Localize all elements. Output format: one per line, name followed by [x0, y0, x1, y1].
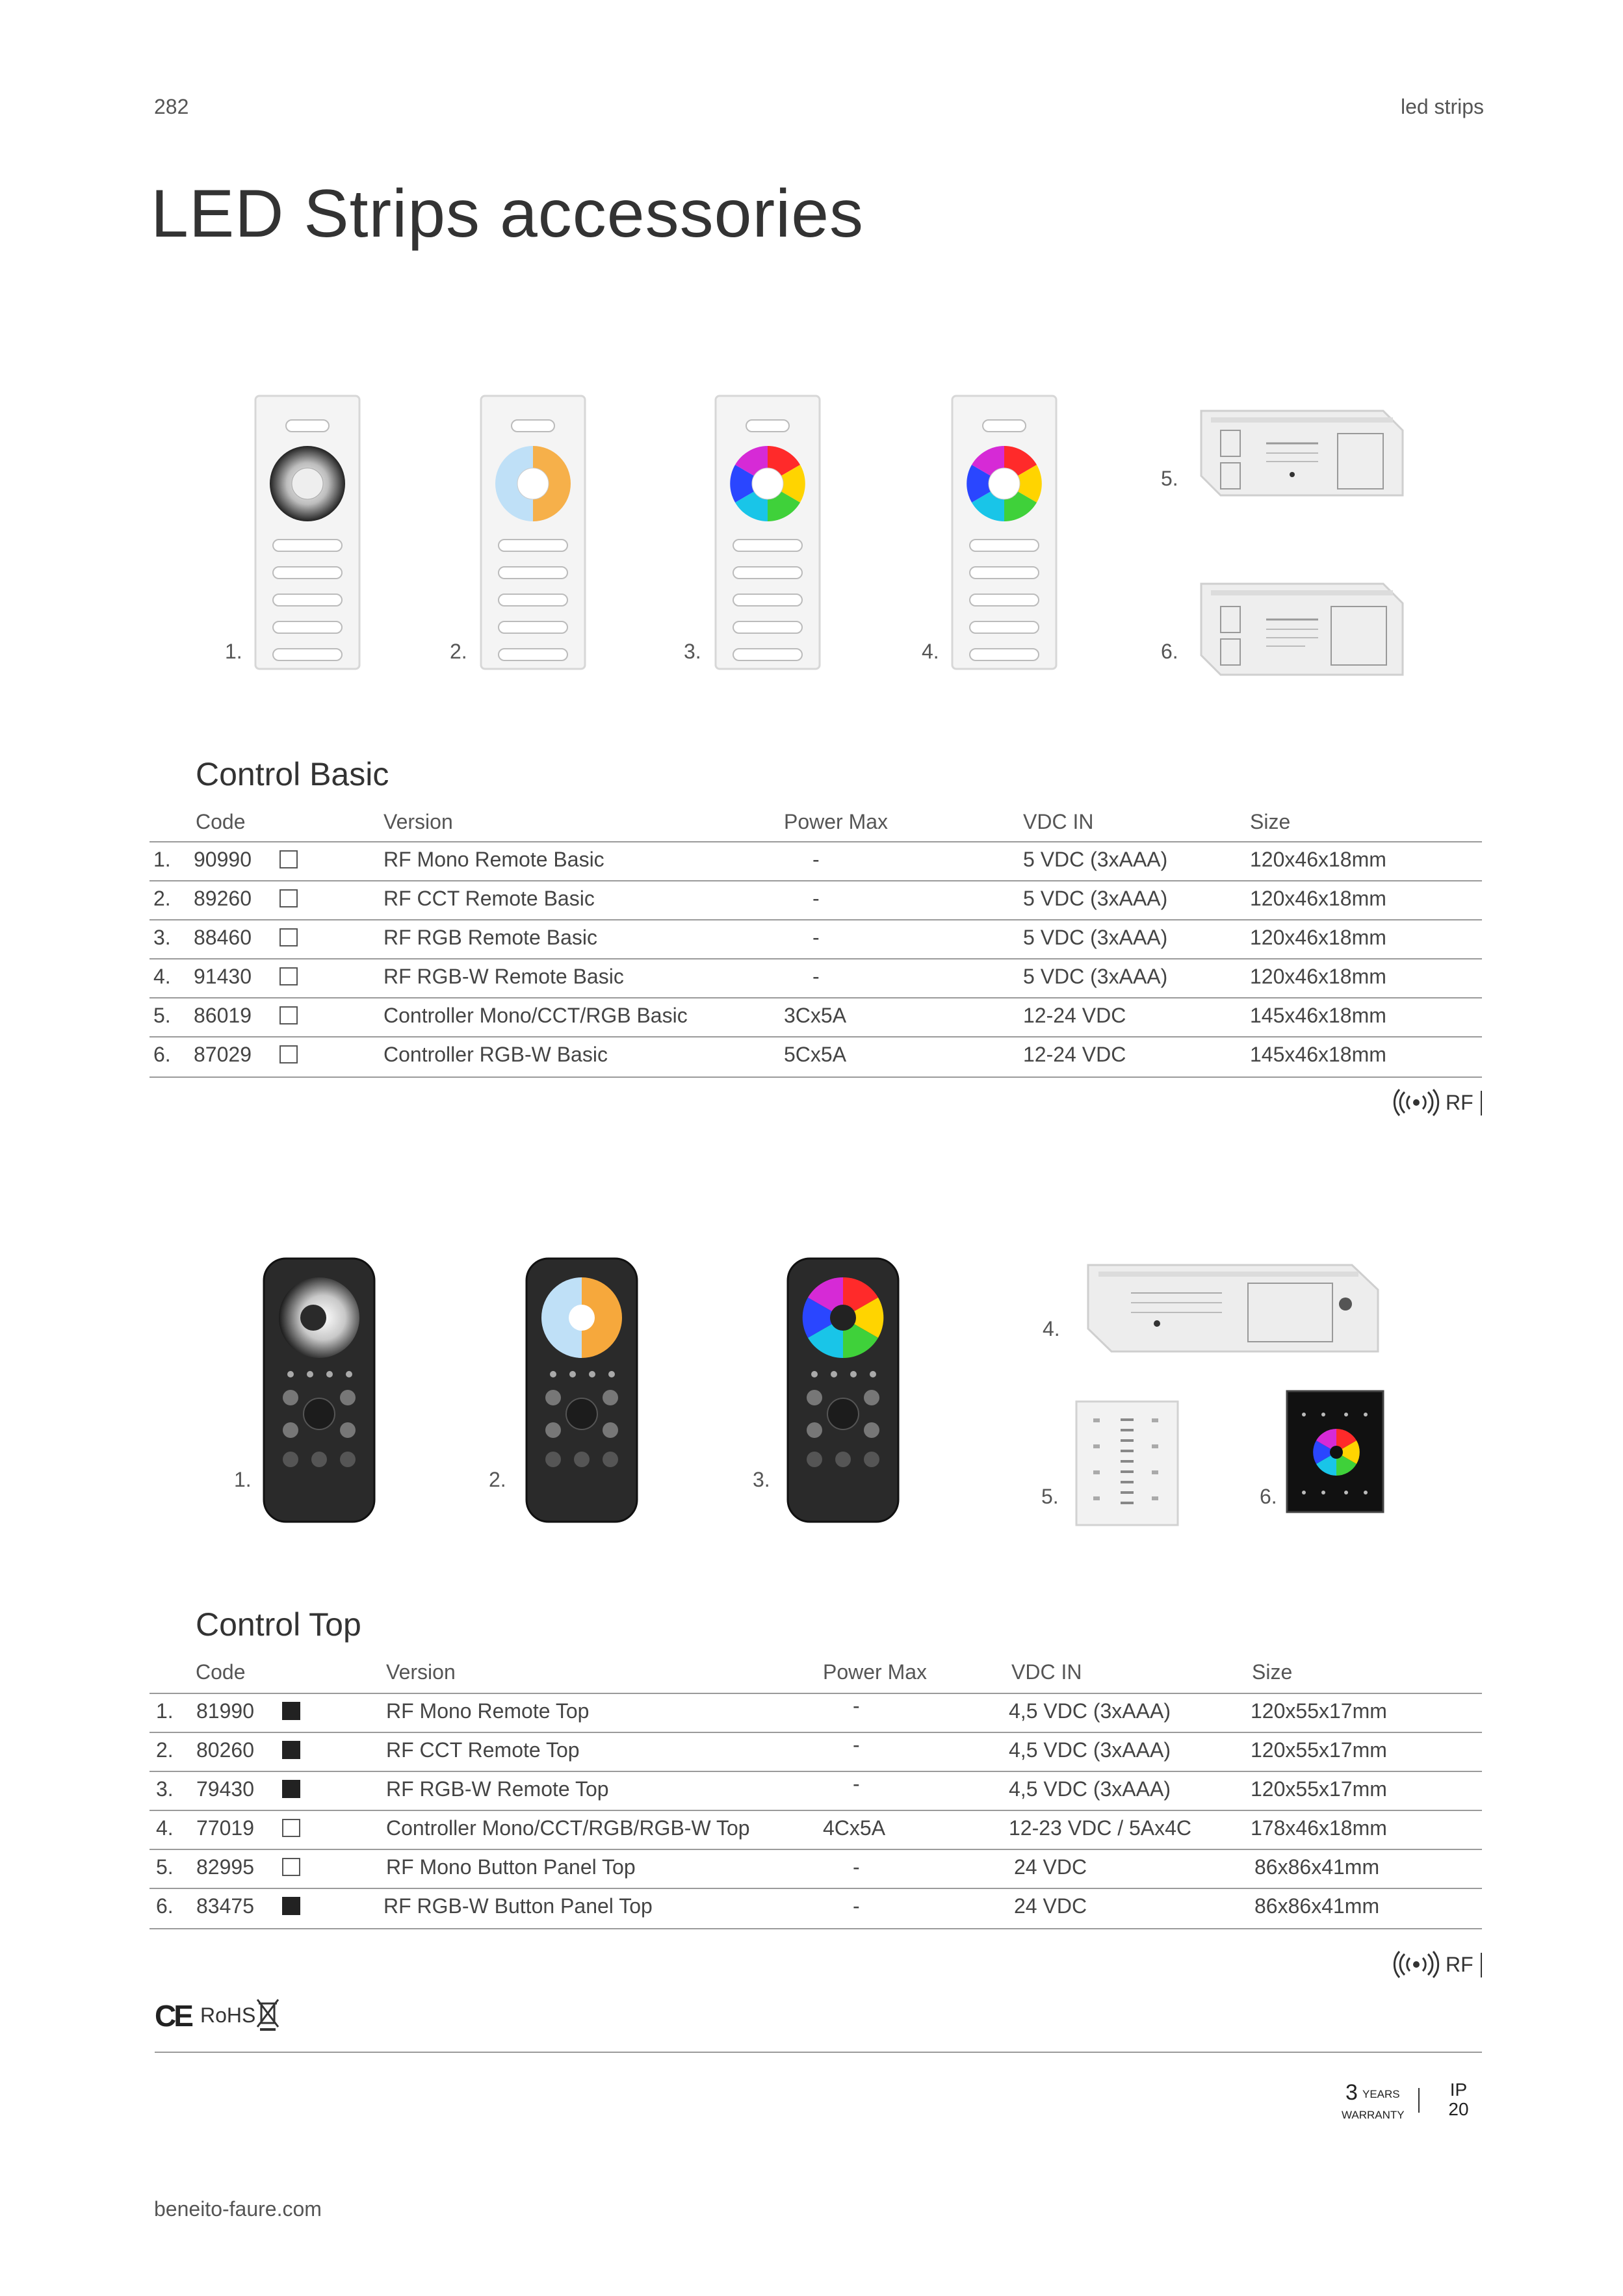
product-version: RF RGB-W Remote Basic — [383, 965, 624, 988]
vdc-in: 5 VDC (3xAAA) — [1023, 848, 1168, 871]
vdc-in: 12-24 VDC — [1023, 1043, 1126, 1066]
product-version: Controller Mono/CCT/RGB Basic — [383, 1004, 688, 1027]
product-code: 82995 — [196, 1855, 254, 1879]
product-code: 80260 — [196, 1738, 254, 1762]
product-version: Controller Mono/CCT/RGB/RGB-W Top — [386, 1816, 750, 1840]
product-code: 87029 — [194, 1043, 252, 1066]
warranty-label: WARRANTY — [1342, 2109, 1405, 2121]
rf-rgbw-remote-top-image — [785, 1256, 902, 1529]
gallery-top-label: 4. — [1043, 1317, 1060, 1340]
table-row — [149, 1771, 1482, 1811]
row-number: 3. — [156, 1777, 174, 1801]
product-size: 145x46x18mm — [1250, 1004, 1386, 1027]
rf-rgbw-button-panel-top-image — [1284, 1389, 1386, 1516]
product-size: 145x46x18mm — [1250, 1043, 1386, 1066]
power-max: - — [853, 1772, 860, 1795]
gallery-top-label: 2. — [489, 1468, 506, 1491]
color-swatch-white — [279, 889, 298, 907]
table-row — [149, 880, 1482, 920]
color-swatch-black — [282, 1702, 300, 1720]
column-header: Code — [196, 810, 246, 833]
rf-wave-icon — [1391, 1088, 1442, 1117]
vdc-in: 12-23 VDC / 5Ax4C — [1009, 1816, 1192, 1840]
divider — [1418, 2088, 1420, 2113]
rf-label: RF — [1446, 1091, 1474, 1114]
product-code: 88460 — [194, 926, 252, 949]
row-number: 5. — [153, 1004, 171, 1027]
product-code: 91430 — [194, 965, 252, 988]
vdc-in: 5 VDC (3xAAA) — [1023, 926, 1168, 949]
power-max: 5Cx5A — [784, 1043, 847, 1066]
product-size: 120x46x18mm — [1250, 887, 1386, 910]
color-swatch-white — [279, 1006, 298, 1024]
website-link[interactable]: beneito-faure.com — [154, 2197, 322, 2221]
product-version: RF Mono Remote Basic — [383, 848, 604, 871]
weee-bin-icon — [255, 1998, 281, 2032]
color-swatch-black — [282, 1780, 300, 1798]
footer-divider — [155, 2052, 1482, 2053]
column-header: VDC IN — [1023, 810, 1094, 833]
vdc-in: 5 VDC (3xAAA) — [1023, 965, 1168, 988]
controller-mono-cct-rgb-rgbw-top-image — [1079, 1257, 1384, 1361]
color-swatch-white — [279, 850, 298, 868]
warranty-years: 3 — [1345, 2080, 1358, 2105]
rf-mono-remote-top-image — [261, 1256, 378, 1529]
product-size: 120x55x17mm — [1251, 1777, 1387, 1801]
section-label: led strips — [1400, 95, 1484, 118]
power-max: - — [812, 926, 820, 949]
product-version: RF RGB-W Remote Top — [386, 1777, 609, 1801]
ip-label: IP — [1449, 2080, 1468, 2100]
control-top-title: Control Top — [196, 1606, 361, 1643]
gallery-top-label: 6. — [1260, 1485, 1277, 1508]
ip-rating — [1439, 2080, 1478, 2126]
warranty-years-label: YEARS — [1362, 2088, 1400, 2100]
vdc-in: 5 VDC (3xAAA) — [1023, 887, 1168, 910]
vdc-in: 24 VDC — [1014, 1894, 1087, 1918]
table-row — [149, 1732, 1482, 1772]
gallery-basic-label: 5. — [1161, 467, 1178, 490]
rf-label: RF — [1446, 1953, 1474, 1976]
controller-rgbw-basic-image — [1195, 577, 1409, 688]
gallery-basic-label: 4. — [922, 640, 939, 663]
ip-value: 20 — [1448, 2099, 1469, 2119]
vdc-in: 4,5 VDC (3xAAA) — [1009, 1738, 1171, 1762]
product-size: 86x86x41mm — [1254, 1894, 1380, 1918]
rf-wave-icon — [1391, 1950, 1442, 1979]
product-version: RF RGB-W Button Panel Top — [383, 1894, 653, 1918]
row-number: 1. — [153, 848, 171, 871]
color-swatch-white — [279, 928, 298, 946]
product-version: RF Mono Button Panel Top — [386, 1855, 636, 1879]
gallery-basic-label: 2. — [450, 640, 467, 663]
divider — [1481, 1091, 1482, 1115]
color-swatch-black — [282, 1741, 300, 1759]
product-size: 178x46x18mm — [1251, 1816, 1387, 1840]
table-row — [149, 997, 1482, 1037]
warranty-badge — [1339, 2080, 1417, 2126]
power-max: - — [812, 887, 820, 910]
row-number: 6. — [153, 1043, 171, 1066]
table-row — [149, 1849, 1482, 1889]
color-swatch-white — [282, 1819, 300, 1837]
page-number: 282 — [154, 95, 189, 118]
product-size: 86x86x41mm — [1254, 1855, 1380, 1879]
table-row — [149, 1693, 1482, 1733]
power-max: - — [853, 1894, 860, 1918]
color-swatch-white — [279, 967, 298, 985]
row-number: 3. — [153, 926, 171, 949]
product-code: 89260 — [194, 887, 252, 910]
rohs-mark: RoHS — [200, 2003, 256, 2027]
row-number: 1. — [156, 1699, 174, 1723]
row-number: 2. — [156, 1738, 174, 1762]
table-row — [149, 1036, 1482, 1078]
rf-mono-remote-basic-image — [253, 394, 364, 699]
product-code: 77019 — [196, 1816, 254, 1840]
column-header: Size — [1252, 1660, 1293, 1684]
rf-rgb-remote-basic-image — [714, 394, 824, 699]
column-header: Version — [386, 1660, 456, 1684]
product-version: RF RGB Remote Basic — [383, 926, 597, 949]
rf-rgbw-remote-basic-image — [950, 394, 1061, 699]
row-number: 6. — [156, 1894, 174, 1918]
table-row — [149, 919, 1482, 959]
row-number: 5. — [156, 1855, 174, 1879]
vdc-in: 12-24 VDC — [1023, 1004, 1126, 1027]
power-max: - — [812, 965, 820, 988]
gallery-top-label: 3. — [753, 1468, 770, 1491]
power-max: - — [853, 1694, 860, 1717]
rf-cct-remote-basic-image — [479, 394, 590, 699]
table-row — [149, 841, 1482, 881]
color-swatch-white — [279, 1045, 298, 1063]
column-header: Code — [196, 1660, 246, 1684]
product-version: RF CCT Remote Top — [386, 1738, 580, 1762]
table-row — [149, 1888, 1482, 1929]
product-version: Controller RGB-W Basic — [383, 1043, 608, 1066]
row-number: 2. — [153, 887, 171, 910]
product-version: RF CCT Remote Basic — [383, 887, 595, 910]
power-max: 4Cx5A — [823, 1816, 886, 1840]
gallery-basic-label: 1. — [225, 640, 242, 663]
controller-mono-cct-rgb-basic-image — [1195, 404, 1409, 502]
vdc-in: 4,5 VDC (3xAAA) — [1009, 1777, 1171, 1801]
rf-cct-remote-top-image — [524, 1256, 641, 1529]
product-size: 120x46x18mm — [1250, 848, 1386, 871]
rf-mono-button-panel-top-image — [1074, 1399, 1180, 1529]
product-code: 86019 — [194, 1004, 252, 1027]
product-code: 79430 — [196, 1777, 254, 1801]
control-basic-title: Control Basic — [196, 756, 389, 792]
product-size: 120x46x18mm — [1250, 965, 1386, 988]
vdc-in: 24 VDC — [1014, 1855, 1087, 1879]
gallery-top-label: 1. — [234, 1468, 252, 1491]
power-max: - — [853, 1855, 860, 1879]
column-header: Power Max — [823, 1660, 928, 1684]
row-number: 4. — [156, 1816, 174, 1840]
product-size: 120x55x17mm — [1251, 1738, 1387, 1762]
product-size: 120x55x17mm — [1251, 1699, 1387, 1723]
divider — [1481, 1953, 1482, 1977]
page-title: LED Strips accessories — [151, 176, 864, 252]
ce-mark: CE — [155, 1999, 191, 2033]
power-max: 3Cx5A — [784, 1004, 847, 1027]
column-header: VDC IN — [1011, 1660, 1082, 1684]
column-header: Power Max — [784, 810, 889, 833]
row-number: 4. — [153, 965, 171, 988]
product-code: 81990 — [196, 1699, 254, 1723]
table-row — [149, 958, 1482, 998]
product-size: 120x46x18mm — [1250, 926, 1386, 949]
column-header: Size — [1250, 810, 1291, 833]
product-code: 83475 — [196, 1894, 254, 1918]
gallery-top-label: 5. — [1041, 1485, 1059, 1508]
column-header: Version — [383, 810, 453, 833]
product-version: RF Mono Remote Top — [386, 1699, 590, 1723]
gallery-basic-label: 6. — [1161, 640, 1178, 663]
product-code: 90990 — [194, 848, 252, 871]
table-row — [149, 1810, 1482, 1850]
gallery-basic-label: 3. — [684, 640, 701, 663]
color-swatch-black — [282, 1897, 300, 1915]
color-swatch-white — [282, 1858, 300, 1876]
power-max: - — [853, 1733, 860, 1756]
power-max: - — [812, 848, 820, 871]
vdc-in: 4,5 VDC (3xAAA) — [1009, 1699, 1171, 1723]
